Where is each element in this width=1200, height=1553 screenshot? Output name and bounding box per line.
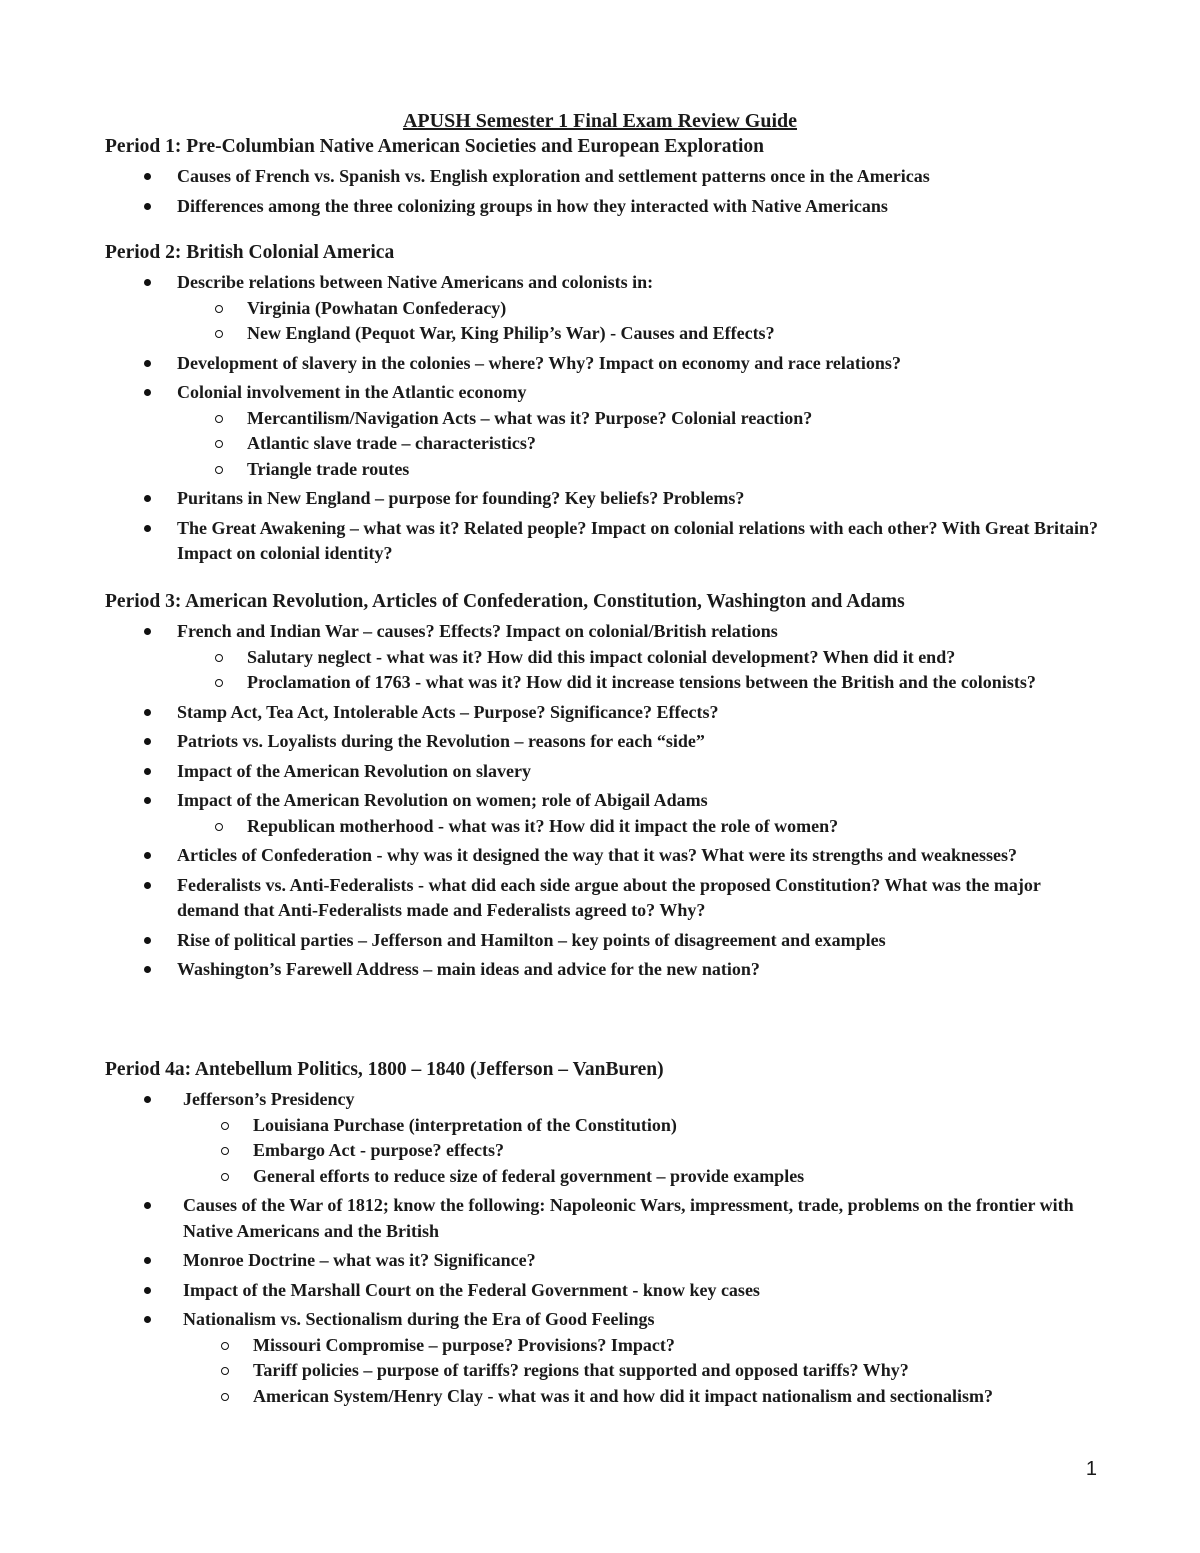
filled-bullet-icon: [144, 1202, 151, 1209]
list-item: [105, 1307, 1105, 1409]
bullet-list: [105, 164, 1105, 219]
sub-list-item: [105, 431, 1105, 457]
sub-list-item: [105, 1113, 1105, 1139]
list-item-text: Federalists vs. Anti-Federalists - what did each side argue about the proposed Constitution? What was the major demand that Anti-Federalists made and Federalists agreed to? Why?: [177, 874, 1041, 920]
list-item: [105, 1087, 1105, 1189]
hollow-bullet-icon: [215, 679, 223, 687]
filled-bullet-icon: [144, 709, 151, 716]
filled-bullet-icon: [144, 882, 151, 889]
list-item-text: Differences among the three colonizing groups in how they interacted with Native Americans: [177, 195, 888, 216]
list-item-text: Stamp Act, Tea Act, Intolerable Acts – Purpose? Significance? Effects?: [177, 701, 719, 722]
list-item-text: Articles of Confederation - why was it designed the way that it was? What were its strengths and weaknesses?: [177, 845, 1017, 865]
sub-bullet-list: [177, 645, 1105, 696]
list-item: [105, 928, 1105, 954]
list-item: [105, 700, 1105, 726]
sub-list-item-text: American System/Henry Clay - what was it and how did it impact nationalism and sectionalism?: [253, 1385, 994, 1406]
list-item: [105, 759, 1105, 785]
list-item: [105, 957, 1105, 983]
section-heading: Period 1: Pre-Columbian Native American Societies and European Exploration: [105, 136, 765, 157]
bullet-list: [105, 619, 1105, 983]
sub-bullet-list: [183, 1333, 1105, 1410]
list-item: [105, 1193, 1105, 1244]
list-item-text: French and Indian War – causes? Effects? Impact on colonial/British relations: [177, 621, 778, 641]
list-item-text: Puritans in New England – purpose for founding? Key beliefs? Problems?: [177, 488, 745, 508]
list-item-text: Impact of the American Revolution on slavery: [177, 760, 531, 781]
sub-list-item: [105, 670, 1105, 696]
filled-bullet-icon: [144, 852, 151, 859]
section-period-3: [105, 589, 1105, 983]
filled-bullet-icon: [144, 768, 151, 775]
list-item: [105, 164, 1105, 190]
list-item-text: Development of slavery in the colonies – where? Why? Impact on economy and race relations?: [177, 352, 901, 373]
hollow-bullet-icon: [221, 1393, 229, 1401]
sub-list-item: [105, 296, 1105, 322]
list-item: [105, 788, 1105, 839]
filled-bullet-icon: [144, 279, 151, 286]
sub-list-item-text: Republican motherhood - what was it? How did it impact the role of women?: [247, 815, 839, 836]
page-number: 1: [1085, 1458, 1097, 1480]
hollow-bullet-icon: [215, 415, 223, 423]
hollow-bullet-icon: [221, 1173, 229, 1181]
section-period-4a: [105, 1057, 1105, 1409]
document-title: APUSH Semester 1 Final Exam Review Guide: [402, 110, 798, 132]
filled-bullet-icon: [144, 389, 151, 396]
section-heading: Period 3: American Revolution, Articles of Confederation, Constitution, Washington and Adams: [105, 591, 905, 612]
hollow-bullet-icon: [221, 1342, 229, 1350]
sub-list-item: [105, 1164, 1105, 1190]
sub-list-item: [105, 645, 1105, 671]
sub-list-item: [105, 457, 1105, 483]
section-period-1: [105, 134, 1105, 219]
list-item-text: Monroe Doctrine – what was it? Significance?: [183, 1250, 536, 1270]
sub-list-item-text: Tariff policies – purpose of tariffs? regions that supported and opposed tariffs? Why?: [253, 1360, 909, 1380]
sub-list-item-text: Mercantilism/Navigation Acts – what was it? Purpose? Colonial reaction?: [247, 407, 813, 428]
sub-list-item-text: Embargo Act - purpose? effects?: [253, 1140, 504, 1160]
sub-list-item-text: Triangle trade routes: [247, 458, 410, 479]
section-period-2: [105, 240, 1105, 567]
filled-bullet-icon: [144, 966, 151, 973]
filled-bullet-icon: [144, 1316, 151, 1323]
sub-list-item-text: Proclamation of 1763 - what was it? How did it increase tensions between the British and the colonists?: [247, 672, 1036, 692]
hollow-bullet-icon: [221, 1122, 229, 1130]
list-item: [105, 380, 1105, 482]
list-item: [105, 873, 1105, 924]
filled-bullet-icon: [144, 797, 151, 804]
sub-list-item: [105, 406, 1105, 432]
sub-list-item-text: Missouri Compromise – purpose? Provisions? Impact?: [253, 1334, 675, 1355]
list-item-text: Describe relations between Native Americans and colonists in:: [177, 272, 654, 292]
list-item: [105, 270, 1105, 347]
hollow-bullet-icon: [215, 654, 223, 662]
list-item: [105, 729, 1105, 755]
list-item-text: Nationalism vs. Sectionalism during the Era of Good Feelings: [183, 1309, 655, 1329]
hollow-bullet-icon: [221, 1147, 229, 1155]
list-item: [105, 1248, 1105, 1274]
bullet-list: [105, 270, 1105, 567]
filled-bullet-icon: [144, 628, 151, 635]
sub-list-item: [105, 1358, 1105, 1384]
bullet-list: [105, 1087, 1105, 1409]
hollow-bullet-icon: [215, 466, 223, 474]
sub-list-item-text: Virginia (Powhatan Confederacy): [247, 297, 507, 318]
list-item: [105, 843, 1105, 869]
hollow-bullet-icon: [215, 440, 223, 448]
sub-list-item-text: New England (Pequot War, King Philip’s War) - Causes and Effects?: [247, 323, 775, 343]
section-heading: Period 2: British Colonial America: [105, 242, 395, 263]
hollow-bullet-icon: [221, 1367, 229, 1375]
sub-list-item: [105, 1333, 1105, 1359]
filled-bullet-icon: [144, 937, 151, 944]
filled-bullet-icon: [144, 360, 151, 367]
sub-list-item-text: Louisiana Purchase (interpretation of the Constitution): [253, 1114, 677, 1135]
hollow-bullet-icon: [215, 823, 223, 831]
filled-bullet-icon: [144, 1287, 151, 1294]
list-item-text: Rise of political parties – Jefferson and Hamilton – key points of disagreement and examples: [177, 929, 886, 950]
filled-bullet-icon: [144, 203, 151, 210]
list-item-text: Impact of the Marshall Court on the Federal Government - know key cases: [183, 1279, 760, 1300]
list-item-text: Washington’s Farewell Address – main ideas and advice for the new nation?: [177, 959, 760, 979]
list-item-text: The Great Awakening – what was it? Related people? Impact on colonial relations with each other? With Great Britain? Impact on colonial identity?: [177, 517, 1098, 563]
list-item-text: Causes of French vs. Spanish vs. English exploration and settlement patterns once in the Americas: [177, 166, 930, 186]
filled-bullet-icon: [144, 525, 151, 532]
section-heading: Period 4a: Antebellum Politics, 1800 – 1840 (Jefferson – VanBuren): [105, 1059, 664, 1080]
sub-bullet-list: [177, 814, 1105, 840]
sub-bullet-list: [177, 406, 1105, 483]
list-item-text: Causes of the War of 1812; know the following: Napoleonic Wars, impressment, trade, problems on the frontier with Native Americans and the British: [183, 1195, 1074, 1241]
sub-list-item-text: Salutary neglect - what was it? How did this impact colonial development? When did it end?: [247, 646, 956, 667]
hollow-bullet-icon: [215, 305, 223, 313]
filled-bullet-icon: [144, 738, 151, 745]
list-item: [105, 516, 1105, 567]
sub-list-item: [105, 1384, 1105, 1410]
sub-list-item: [105, 814, 1105, 840]
sub-list-item-text: Atlantic slave trade – characteristics?: [247, 433, 536, 453]
list-item-text: Jefferson’s Presidency: [183, 1089, 355, 1109]
list-item-text: Impact of the American Revolution on women; role of Abigail Adams: [177, 790, 708, 810]
sub-bullet-list: [177, 296, 1105, 347]
filled-bullet-icon: [144, 173, 151, 180]
list-item: [105, 351, 1105, 377]
list-item-text: Patriots vs. Loyalists during the Revolution – reasons for each “side”: [177, 731, 705, 751]
filled-bullet-icon: [144, 1257, 151, 1264]
filled-bullet-icon: [144, 495, 151, 502]
filled-bullet-icon: [144, 1096, 151, 1103]
sub-list-item-text: General efforts to reduce size of federal government – provide examples: [253, 1165, 805, 1186]
sub-list-item: [105, 321, 1105, 347]
list-item: [105, 619, 1105, 696]
sub-list-item: [105, 1138, 1105, 1164]
list-item: [105, 1278, 1105, 1304]
list-item: [105, 486, 1105, 512]
sub-bullet-list: [183, 1113, 1105, 1190]
list-item: [105, 194, 1105, 220]
hollow-bullet-icon: [215, 330, 223, 338]
list-item-text: Colonial involvement in the Atlantic economy: [177, 382, 527, 402]
